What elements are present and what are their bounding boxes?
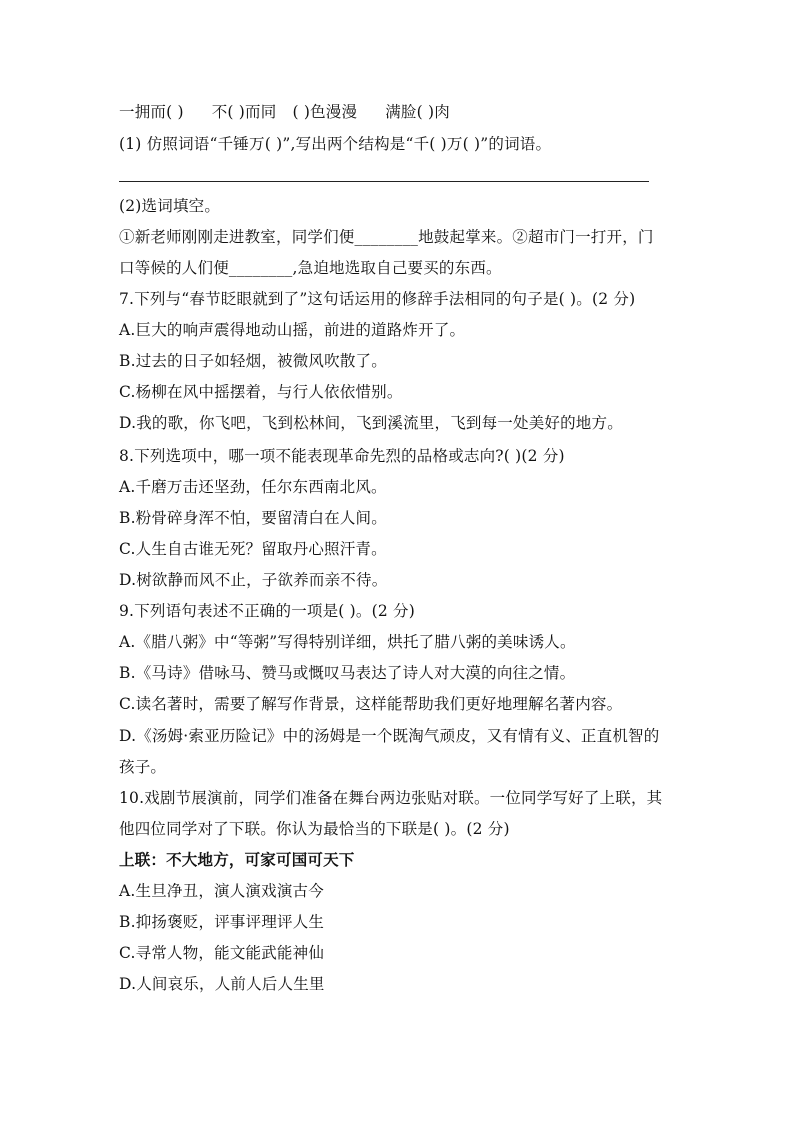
q9-stem: 9.下列语句表述不正确的一项是( )。(2 分) [119, 602, 415, 620]
q7-option-b: B.过去的日子如轻烟，被微风吹散了。 [119, 352, 387, 370]
q8-option-b: B.粉骨碎身浑不怕，要留清白在人间。 [119, 509, 387, 527]
idiom-blank-3: ( )色漫漫 [292, 103, 358, 121]
q10-couplet: 上联：不大地方，可家可国可天下 [119, 850, 355, 869]
q9-option-b: B.《马诗》借咏马、赞马或慨叹马表达了诗人对大漠的向往之情。 [119, 664, 576, 682]
q7-option-c: C.杨柳在风中摇摆着，与行人依依惜别。 [119, 383, 403, 401]
q10-option-a: A.生旦净丑，演人演戏演古今 [119, 882, 324, 900]
q7-stem: 7.下列与“春节眨眼就到了”这句话运用的修辞手法相同的句子是( )。(2 分) [119, 290, 636, 308]
idiom-blank-2: 不( )而同 [211, 103, 277, 121]
idiom-blank-4: 满脸( )肉 [385, 103, 450, 121]
idiom-fill-row [119, 102, 679, 122]
q7-option-d: D.我的歌，你飞吧，飞到松林间，飞到溪流里，飞到每一处美好的地方。 [119, 414, 623, 432]
q6-part2-line1: ①新老师刚刚走进教室，同学们便________地鼓起掌来。②超市门一打开，门 [119, 228, 654, 246]
q9-option-a: A.《腊八粥》中“等粥”写得特别详细，烘托了腊八粥的美味诱人。 [119, 633, 576, 651]
answer-line [119, 181, 649, 182]
q10-option-c: C.寻常人物，能文能武能神仙 [119, 944, 325, 962]
q8-option-c: C.人生自古谁无死？留取丹心照汗青。 [119, 540, 387, 558]
q7-option-a: A.巨大的响声震得地动山摇，前进的道路炸开了。 [119, 321, 466, 339]
q6-part1: (1) 仿照词语“千锤万( )”,写出两个结构是“千( )万( )”的词语。 [119, 135, 552, 153]
q8-stem: 8.下列选项中，哪一项不能表现革命先烈的品格或志向?( )(2 分) [119, 447, 565, 465]
q10-option-b: B.抑扬褒贬，评事评理评人生 [119, 913, 325, 931]
q6-part2: (2)选词填空。 [119, 197, 221, 215]
q9-option-c: C.读名著时，需要了解写作背景，这样能帮助我们更好地理解名著内容。 [119, 695, 623, 713]
q10-stem-line1: 10.戏剧节展演前，同学们准备在舞台两边张贴对联。一位同学写好了上联，其 [119, 789, 663, 807]
q10-stem-line2: 他四位同学对了下联。你认为最恰当的下联是( )。(2 分) [119, 820, 510, 838]
q10-option-d: D.人间哀乐，人前人后人生里 [119, 975, 325, 993]
q8-option-a: A.千磨万击还坚劲，任尔东西南北风。 [119, 478, 387, 496]
q9-option-d-cont: 孩子。 [119, 758, 167, 776]
q9-option-d: D.《汤姆·索亚历险记》中的汤姆是一个既淘气顽皮，又有情有义、正直机智的 [119, 727, 660, 745]
q6-part2-line2: 口等候的人们便________,急迫地选取自己要买的东西。 [119, 259, 502, 277]
q8-option-d: D.树欲静而风不止，子欲养而亲不待。 [119, 571, 388, 589]
idiom-blank-1: 一拥而( ) [119, 103, 184, 121]
